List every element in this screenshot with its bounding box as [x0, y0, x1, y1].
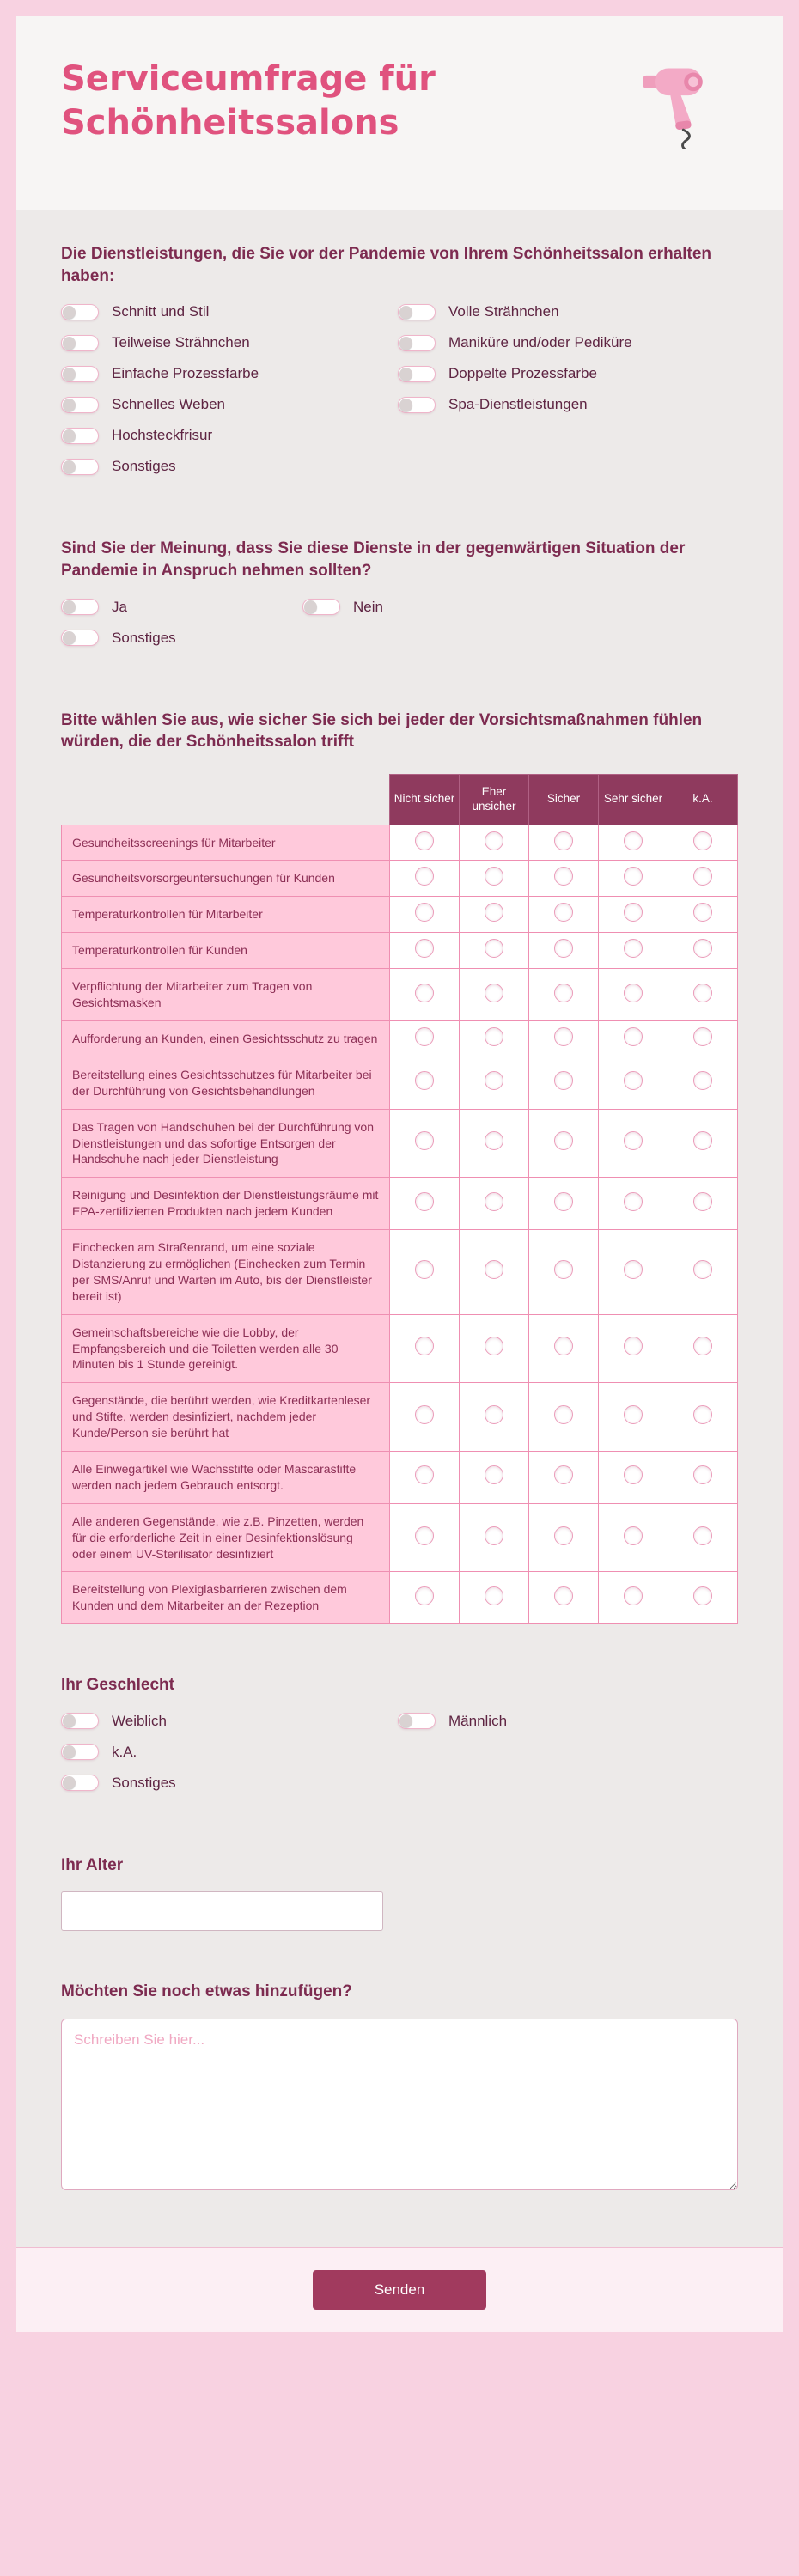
question-matrix	[61, 709, 738, 1625]
submit-button[interactable]: Senden	[313, 2270, 487, 2310]
radio-button[interactable]	[624, 1260, 643, 1279]
toggle-checkbox[interactable]	[61, 397, 99, 413]
question-label: Bitte wählen Sie aus, wie sicher Sie sich bei jeder der Vorsichtsmaßnahmen fühlen würden, die der Schönheitssalon trifft	[61, 710, 703, 752]
radio-button[interactable]	[415, 984, 434, 1002]
matrix-column-header: k.A.	[668, 774, 738, 825]
table-row	[62, 825, 738, 861]
form-footer	[16, 2247, 783, 2332]
row-label: Gegenstände, die berührt werden, wie Kreditkartenleser und Stifte, werden desinfiziert, nachdem jeder Kunde/Person sie berührt hat	[62, 1383, 390, 1452]
question-label: Die Dienstleistungen, die Sie vor der Pandemie von Ihrem Schönheitssalon erhalten haben:	[61, 245, 712, 285]
table-row	[62, 1230, 738, 1315]
option-label: Männlich	[448, 1712, 508, 1729]
checkbox-option[interactable]	[61, 426, 398, 445]
row-label: Bereitstellung von Plexiglasbarrieren zwischen dem Kunden und dem Mitarbeiter an der Rezeption	[62, 1572, 390, 1624]
radio-button[interactable]	[415, 939, 434, 958]
radio-button[interactable]	[554, 1260, 573, 1279]
radio-button[interactable]	[415, 1192, 434, 1211]
radio-button[interactable]	[624, 1027, 643, 1046]
option-label: Volle Strähnchen	[448, 303, 559, 320]
question-label: Sind Sie der Meinung, dass Sie diese Dienste in der gegenwärtigen Situation der Pandemie in Anspruch nehmen sollten?	[61, 539, 686, 580]
radio-button[interactable]	[554, 1337, 573, 1355]
table-row	[62, 1572, 738, 1624]
radio-button[interactable]	[693, 1586, 712, 1605]
radio-button[interactable]	[485, 1131, 503, 1150]
row-label: Das Tragen von Handschuhen bei der Durchführung von Dienstleistungen und das sofortige Entsorgen der Handschuhe nach jeder Dienstleistung	[62, 1109, 390, 1178]
matrix-column-header: Nicht sicher	[390, 774, 460, 825]
matrix-column-header: Sicher	[529, 774, 599, 825]
row-label: Gesundheitsvorsorgeuntersuchungen für Kunden	[62, 861, 390, 897]
radio-button[interactable]	[415, 1586, 434, 1605]
matrix-corner	[62, 774, 390, 825]
form-title: Serviceumfrage für Schönheitssalons	[61, 59, 436, 143]
toggle-radio[interactable]	[61, 1713, 99, 1729]
radio-button[interactable]	[485, 1526, 503, 1545]
radio-button[interactable]	[693, 1131, 712, 1150]
matrix-column-header: Eher unsicher	[460, 774, 529, 825]
radio-button[interactable]	[554, 1131, 573, 1150]
option-label: k.A.	[112, 1743, 137, 1760]
checkbox-option[interactable]	[61, 333, 398, 352]
radio-button[interactable]	[415, 1526, 434, 1545]
row-label: Verpflichtung der Mitarbeiter zum Tragen von Gesichtsmasken	[62, 969, 390, 1021]
radio-button[interactable]	[554, 1405, 573, 1424]
checkbox-option[interactable]	[61, 364, 398, 383]
row-label: Aufforderung an Kunden, einen Gesichtsschutz zu tragen	[62, 1020, 390, 1057]
checkbox-option[interactable]	[398, 364, 632, 383]
toggle-checkbox[interactable]	[61, 428, 99, 444]
question-opinion	[61, 538, 738, 659]
age-input[interactable]	[61, 1891, 383, 1931]
table-row	[62, 969, 738, 1021]
radio-button[interactable]	[693, 903, 712, 922]
question-label: Ihr Alter	[61, 1855, 124, 1874]
radio-option[interactable]	[61, 629, 302, 648]
toggle-radio[interactable]	[61, 1744, 99, 1760]
table-row	[62, 933, 738, 969]
matrix-column-header: Sehr sicher	[599, 774, 668, 825]
radio-button[interactable]	[693, 1465, 712, 1484]
radio-button[interactable]	[485, 903, 503, 922]
radio-button[interactable]	[554, 984, 573, 1002]
checkbox-option[interactable]	[398, 395, 632, 414]
checkbox-option[interactable]	[61, 395, 398, 414]
form-body	[16, 210, 783, 2190]
radio-button[interactable]	[693, 939, 712, 958]
radio-button[interactable]	[415, 1131, 434, 1150]
table-row	[62, 1057, 738, 1109]
radio-button[interactable]	[693, 1405, 712, 1424]
radio-button[interactable]	[485, 1405, 503, 1424]
toggle-checkbox[interactable]	[61, 366, 99, 382]
radio-button[interactable]	[624, 984, 643, 1002]
toggle-radio[interactable]	[61, 630, 99, 646]
question-age	[61, 1854, 738, 1932]
option-label: Ja	[112, 598, 127, 615]
radio-button[interactable]	[485, 1337, 503, 1355]
row-label: Bereitstellung eines Gesichtsschutzes für Mitarbeiter bei der Durchführung von Gesichtsbehandlungen	[62, 1057, 390, 1109]
row-label: Reinigung und Desinfektion der Dienstleistungsräume mit EPA-zertifizierten Produkten nach jedem Kunden	[62, 1178, 390, 1230]
row-label: Gesundheitsscreenings für Mitarbeiter	[62, 825, 390, 861]
radio-button[interactable]	[415, 831, 434, 850]
toggle-radio[interactable]	[61, 599, 99, 615]
radio-option[interactable]	[61, 1743, 398, 1762]
radio-button[interactable]	[624, 1337, 643, 1355]
toggle-checkbox[interactable]	[61, 459, 99, 475]
option-label: Teilweise Strähnchen	[112, 334, 250, 351]
toggle-radio[interactable]	[398, 1713, 436, 1729]
toggle-checkbox[interactable]	[61, 335, 99, 351]
table-row	[62, 1020, 738, 1057]
radio-button[interactable]	[624, 1586, 643, 1605]
radio-button[interactable]	[624, 1405, 643, 1424]
radio-option[interactable]	[61, 598, 302, 617]
radio-button[interactable]	[485, 867, 503, 886]
radio-button[interactable]	[485, 1465, 503, 1484]
row-label: Alle Einwegartikel wie Wachsstifte oder Mascarastifte werden nach jedem Gebrauch entsorgt.	[62, 1451, 390, 1503]
radio-button[interactable]	[624, 1465, 643, 1484]
question-label: Möchten Sie noch etwas hinzufügen?	[61, 1982, 352, 2001]
radio-button[interactable]	[485, 984, 503, 1002]
toggle-checkbox[interactable]	[398, 335, 436, 351]
radio-button[interactable]	[415, 1337, 434, 1355]
radio-button[interactable]	[624, 1071, 643, 1090]
radio-button[interactable]	[554, 939, 573, 958]
radio-button[interactable]	[693, 1027, 712, 1046]
radio-button[interactable]	[485, 939, 503, 958]
row-label: Temperaturkontrollen für Kunden	[62, 933, 390, 969]
question-comments	[61, 1981, 738, 2190]
option-label: Schnitt und Stil	[112, 303, 210, 320]
toggle-radio[interactable]	[302, 599, 340, 615]
option-label: Nein	[353, 598, 383, 615]
table-row	[62, 1383, 738, 1452]
toggle-checkbox[interactable]	[398, 304, 436, 320]
row-label: Alle anderen Gegenstände, wie z.B. Pinzetten, werden für die erforderliche Zeit in einer Desinfektionslösung oder einem UV-Sterilisator desinfiziert	[62, 1503, 390, 1572]
radio-button[interactable]	[554, 1465, 573, 1484]
question-label: Ihr Geschlecht	[61, 1676, 174, 1695]
radio-button[interactable]	[624, 1192, 643, 1211]
radio-button[interactable]	[554, 867, 573, 886]
toggle-checkbox[interactable]	[61, 304, 99, 320]
radio-button[interactable]	[415, 1260, 434, 1279]
option-label: Doppelte Prozessfarbe	[448, 365, 597, 382]
radio-button[interactable]	[693, 831, 712, 850]
radio-button[interactable]	[485, 1260, 503, 1279]
form-container	[16, 16, 783, 2332]
radio-button[interactable]	[415, 1465, 434, 1484]
radio-button[interactable]	[624, 831, 643, 850]
radio-button[interactable]	[693, 1337, 712, 1355]
option-label: Einfache Prozessfarbe	[112, 365, 259, 382]
question-services	[61, 243, 738, 488]
table-row	[62, 897, 738, 933]
radio-button[interactable]	[485, 1027, 503, 1046]
radio-option[interactable]	[61, 1774, 398, 1793]
toggle-checkbox[interactable]	[398, 397, 436, 413]
radio-button[interactable]	[554, 1192, 573, 1211]
radio-button[interactable]	[415, 1071, 434, 1090]
radio-button[interactable]	[554, 1526, 573, 1545]
radio-button[interactable]	[554, 903, 573, 922]
radio-button[interactable]	[624, 1131, 643, 1150]
table-row	[62, 1109, 738, 1178]
option-label: Sonstiges	[112, 1774, 176, 1791]
radio-button[interactable]	[693, 1192, 712, 1211]
radio-button[interactable]	[693, 867, 712, 886]
checkbox-option[interactable]	[398, 333, 632, 352]
radio-button[interactable]	[624, 1526, 643, 1545]
option-label: Maniküre und/oder Pediküre	[448, 334, 632, 351]
form-header	[16, 16, 783, 210]
radio-option[interactable]	[398, 1712, 507, 1731]
radio-button[interactable]	[554, 1027, 573, 1046]
option-label: Hochsteckfrisur	[112, 427, 213, 444]
radio-button[interactable]	[485, 1586, 503, 1605]
table-row	[62, 1451, 738, 1503]
table-row	[62, 861, 738, 897]
checkbox-option[interactable]	[398, 302, 632, 321]
radio-button[interactable]	[693, 984, 712, 1002]
radio-button[interactable]	[624, 939, 643, 958]
question-gender	[61, 1674, 738, 1805]
toggle-radio[interactable]	[61, 1775, 99, 1791]
toggle-checkbox[interactable]	[398, 366, 436, 382]
radio-option[interactable]	[302, 598, 383, 617]
radio-button[interactable]	[693, 1526, 712, 1545]
option-label: Sonstiges	[112, 629, 176, 646]
table-row	[62, 1503, 738, 1572]
option-label: Weiblich	[112, 1712, 167, 1729]
radio-button[interactable]	[485, 1192, 503, 1211]
table-row	[62, 1178, 738, 1230]
radio-button[interactable]	[624, 903, 643, 922]
radio-button[interactable]	[554, 1071, 573, 1090]
radio-button[interactable]	[415, 903, 434, 922]
hair-dryer-icon	[642, 52, 728, 149]
option-label: Schnelles Weben	[112, 396, 225, 413]
radio-option[interactable]	[61, 1712, 398, 1731]
radio-button[interactable]	[554, 831, 573, 850]
option-label: Spa-Dienstleistungen	[448, 396, 588, 413]
radio-button[interactable]	[485, 831, 503, 850]
radio-button[interactable]	[693, 1260, 712, 1279]
row-label: Temperaturkontrollen für Mitarbeiter	[62, 897, 390, 933]
radio-button[interactable]	[415, 867, 434, 886]
row-label: Einchecken am Straßenrand, um eine soziale Distanzierung zu ermöglichen (Einchecken zum Termin per SMS/Anruf und Warten im Auto, bis der Dienstleister bereit ist)	[62, 1230, 390, 1315]
safety-matrix-table	[61, 774, 738, 1624]
option-label: Sonstiges	[112, 458, 176, 475]
radio-button[interactable]	[415, 1405, 434, 1424]
comments-textarea[interactable]	[61, 2019, 738, 2190]
radio-button[interactable]	[624, 867, 643, 886]
row-label: Gemeinschaftsbereiche wie die Lobby, der Empfangsbereich und die Toiletten werden alle 30 Minuten bis 1 Stunde gereinigt.	[62, 1314, 390, 1383]
radio-button[interactable]	[693, 1071, 712, 1090]
radio-button[interactable]	[485, 1071, 503, 1090]
checkbox-option[interactable]	[61, 302, 398, 321]
radio-button[interactable]	[554, 1586, 573, 1605]
table-row	[62, 1314, 738, 1383]
radio-button[interactable]	[415, 1027, 434, 1046]
checkbox-option[interactable]	[61, 457, 398, 476]
